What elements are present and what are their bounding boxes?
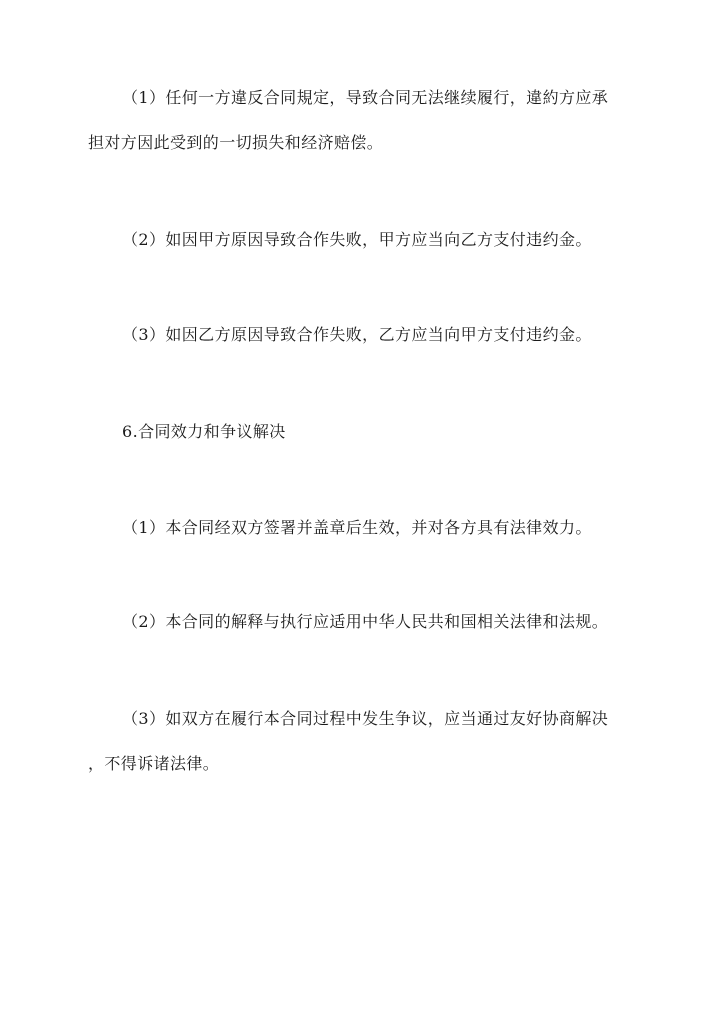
paragraph-1-line-2: 担对方因此受到的一切损失和经济赔偿。 [88,133,384,152]
paragraph-1-line-1: （1）任何一方違反合同規定，导致合同无法继续履行，違約方应承 [122,88,609,107]
paragraph-6: （2）本合同的解释与执行应适用中华人民共和国相关法律和法规。 [122,612,609,631]
paragraph-7-line-1: （3）如双方在履行本合同过程中发生争议，应当通过友好协商解决 [122,709,609,728]
paragraph-7-line-2: ，不得诉诸法律。 [88,754,220,773]
paragraph-3: （3）如因乙方原因导致合作失败，乙方应当向甲方支付违约金。 [122,325,592,344]
section-heading: 6.合同效力和争议解决 [122,422,286,441]
paragraph-5: （1）本合同经双方签署并盖章后生效，并对各方具有法律效力。 [122,518,592,537]
paragraph-2: （2）如因甲方原因导致合作失败，甲方应当向乙方支付违约金。 [122,230,592,249]
